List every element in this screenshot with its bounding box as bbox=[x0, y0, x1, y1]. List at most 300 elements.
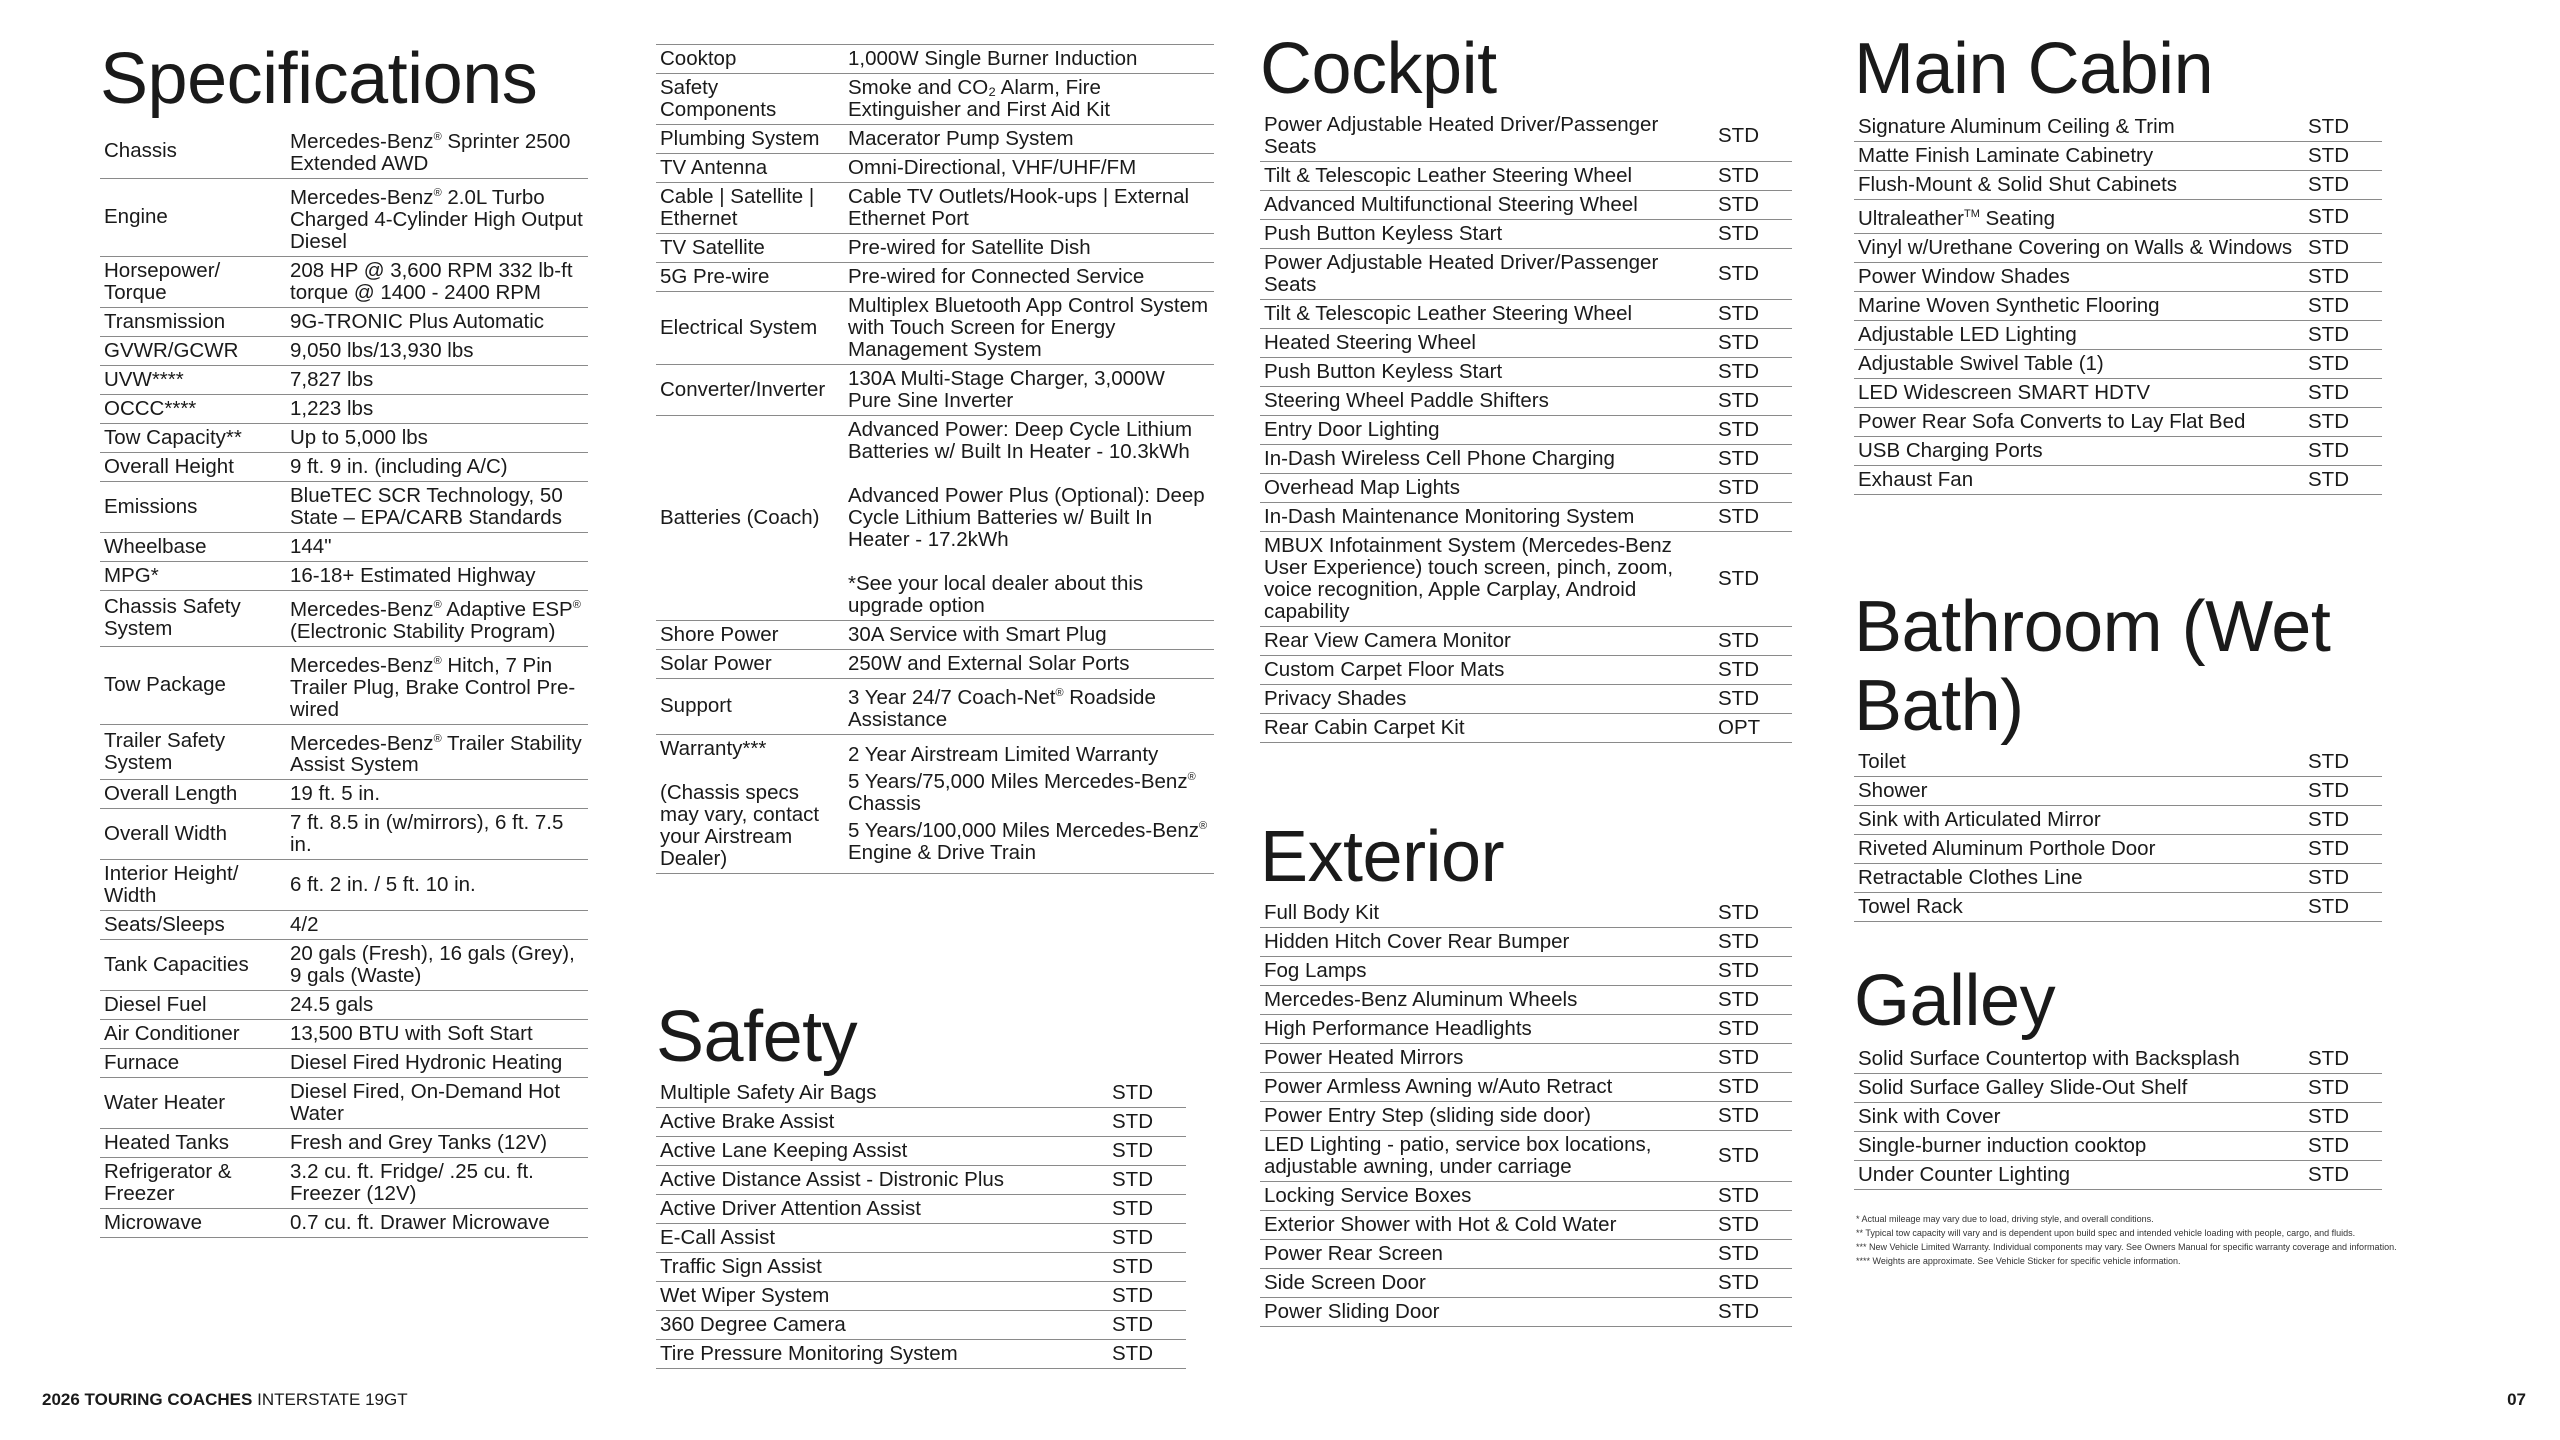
feature-row bbox=[1260, 986, 1792, 1015]
feature-row bbox=[1854, 466, 2382, 495]
spec-row bbox=[100, 561, 588, 590]
spec-row bbox=[100, 256, 588, 307]
feature-row bbox=[1854, 142, 2382, 171]
row-label: 360 Degree Camera bbox=[656, 1311, 1108, 1340]
row-value: Mercedes-Benz® Hitch, 7 Pin Trailer Plug, Brake Control Pre-wired bbox=[286, 646, 588, 724]
row-value: STD bbox=[2304, 1045, 2382, 1074]
row-value: STD bbox=[1714, 656, 1792, 685]
row-label: UVW**** bbox=[100, 365, 286, 394]
section-title: Specifications bbox=[100, 39, 538, 119]
section-title: Galley bbox=[1854, 961, 2056, 1041]
feature-row bbox=[1854, 1132, 2382, 1161]
spec-row bbox=[100, 940, 588, 991]
feature-row bbox=[1260, 1240, 1792, 1269]
row-label: Transmission bbox=[100, 307, 286, 336]
spec-row bbox=[100, 179, 588, 257]
row-value: 24.5 gals bbox=[286, 991, 588, 1020]
spec-row bbox=[100, 394, 588, 423]
row-label: Vinyl w/Urethane Covering on Walls & Windows bbox=[1854, 234, 2304, 263]
feature-row bbox=[1260, 503, 1792, 532]
feature-row bbox=[1260, 358, 1792, 387]
feature-row bbox=[1854, 893, 2382, 922]
spec-row bbox=[100, 336, 588, 365]
feature-row bbox=[1854, 806, 2382, 835]
row-label: Diesel Fuel bbox=[100, 991, 286, 1020]
exterior-table bbox=[1260, 899, 1792, 1327]
row-label: Advanced Multifunctional Steering Wheel bbox=[1260, 191, 1714, 220]
row-label: Power Sliding Door bbox=[1260, 1298, 1714, 1327]
row-label: LED Widescreen SMART HDTV bbox=[1854, 379, 2304, 408]
row-value: 4/2 bbox=[286, 911, 588, 940]
feature-row bbox=[1260, 162, 1792, 191]
feature-row bbox=[1260, 220, 1792, 249]
bathroom-section bbox=[1854, 588, 2494, 922]
row-label: Power Adjustable Heated Driver/Passenger Seats bbox=[1260, 111, 1714, 162]
row-label: Adjustable LED Lighting bbox=[1854, 321, 2304, 350]
spec-row bbox=[656, 679, 1214, 735]
row-value: 9,050 lbs/13,930 lbs bbox=[286, 336, 588, 365]
row-value: STD bbox=[2304, 292, 2382, 321]
row-value: STD bbox=[1108, 1311, 1186, 1340]
spec-row bbox=[100, 780, 588, 809]
row-label: TV Antenna bbox=[656, 154, 844, 183]
row-label: Side Screen Door bbox=[1260, 1269, 1714, 1298]
row-label: Sink with Cover bbox=[1854, 1103, 2304, 1132]
row-value: STD bbox=[1714, 503, 1792, 532]
row-label: Refrigerator & Freezer bbox=[100, 1158, 286, 1209]
row-value: STD bbox=[2304, 1074, 2382, 1103]
row-label: Sink with Articulated Mirror bbox=[1854, 806, 2304, 835]
specifications-continued-section bbox=[656, 44, 1214, 874]
spec-row bbox=[100, 991, 588, 1020]
row-label: Flush-Mount & Solid Shut Cabinets bbox=[1854, 171, 2304, 200]
row-label: Marine Woven Synthetic Flooring bbox=[1854, 292, 2304, 321]
spec-row bbox=[656, 74, 1214, 125]
row-value: Fresh and Grey Tanks (12V) bbox=[286, 1129, 588, 1158]
row-label: Rear Cabin Carpet Kit bbox=[1260, 714, 1714, 743]
exterior-section bbox=[1260, 818, 1792, 1327]
row-label: GVWR/GCWR bbox=[100, 336, 286, 365]
spec-row bbox=[100, 1209, 588, 1238]
spec-row bbox=[100, 724, 588, 780]
feature-row bbox=[656, 1282, 1186, 1311]
row-label: Adjustable Swivel Table (1) bbox=[1854, 350, 2304, 379]
row-value: STD bbox=[2304, 379, 2382, 408]
row-value: Cable TV Outlets/Hook-ups | External Ethernet Port bbox=[844, 183, 1214, 234]
footnotes bbox=[1856, 1212, 2496, 1268]
row-label: Toilet bbox=[1854, 748, 2304, 777]
row-label: Riveted Aluminum Porthole Door bbox=[1854, 835, 2304, 864]
feature-row bbox=[1260, 329, 1792, 358]
spec-row bbox=[100, 365, 588, 394]
row-label: TV Satellite bbox=[656, 234, 844, 263]
row-label: In-Dash Wireless Cell Phone Charging bbox=[1260, 445, 1714, 474]
row-label: Horsepower/ Torque bbox=[100, 256, 286, 307]
row-value: 7,827 lbs bbox=[286, 365, 588, 394]
row-label: Full Body Kit bbox=[1260, 899, 1714, 928]
row-label: Active Driver Attention Assist bbox=[656, 1195, 1108, 1224]
row-value: STD bbox=[2304, 321, 2382, 350]
feature-row bbox=[1260, 474, 1792, 503]
feature-row bbox=[1854, 1161, 2382, 1190]
row-value: STD bbox=[1714, 1269, 1792, 1298]
row-value: STD bbox=[1714, 1211, 1792, 1240]
row-label: Chassis Safety System bbox=[100, 590, 286, 646]
row-label: Ultraleather™ Seating bbox=[1854, 200, 2304, 234]
spec-row bbox=[100, 423, 588, 452]
row-value: Smoke and CO₂ Alarm, Fire Extinguisher and First Aid Kit bbox=[844, 74, 1214, 125]
row-value: STD bbox=[1714, 445, 1792, 474]
row-label: Single-burner induction cooktop bbox=[1854, 1132, 2304, 1161]
row-label: USB Charging Ports bbox=[1854, 437, 2304, 466]
row-label: Air Conditioner bbox=[100, 1020, 286, 1049]
row-value: 1,223 lbs bbox=[286, 394, 588, 423]
feature-row bbox=[1260, 685, 1792, 714]
row-value: STD bbox=[1714, 249, 1792, 300]
spec-row bbox=[100, 481, 588, 532]
row-value: Mercedes-Benz® Adaptive ESP® (Electronic Stability Program) bbox=[286, 590, 588, 646]
row-value: STD bbox=[2304, 437, 2382, 466]
row-value: 9G-TRONIC Plus Automatic bbox=[286, 307, 588, 336]
footnote: * Actual mileage may vary due to load, driving style, and overall conditions. bbox=[1856, 1214, 2154, 1224]
section-title: Exterior bbox=[1260, 817, 1505, 897]
row-label: Matte Finish Laminate Cabinetry bbox=[1854, 142, 2304, 171]
row-value: 0.7 cu. ft. Drawer Microwave bbox=[286, 1209, 588, 1238]
feature-row bbox=[656, 1253, 1186, 1282]
row-label: Heated Tanks bbox=[100, 1129, 286, 1158]
feature-row bbox=[1854, 864, 2382, 893]
row-value: STD bbox=[1714, 474, 1792, 503]
spec-row bbox=[100, 532, 588, 561]
feature-row bbox=[1260, 1298, 1792, 1327]
row-label: MBUX Infotainment System (Mercedes-Benz User Experience) touch screen, pinch, zoom, voice recognition, Apple Carplay, Android capability bbox=[1260, 532, 1714, 627]
row-value: STD bbox=[1108, 1166, 1186, 1195]
row-value: OPT bbox=[1714, 714, 1792, 743]
section-title: Safety bbox=[656, 997, 858, 1077]
row-value: STD bbox=[1714, 1102, 1792, 1131]
footer-brand bbox=[42, 1390, 408, 1410]
row-label: High Performance Headlights bbox=[1260, 1015, 1714, 1044]
row-label: Electrical System bbox=[656, 292, 844, 365]
row-value: STD bbox=[1714, 1044, 1792, 1073]
spec-row bbox=[656, 234, 1214, 263]
row-value: 1,000W Single Burner Induction bbox=[844, 45, 1214, 74]
row-label: Seats/Sleeps bbox=[100, 911, 286, 940]
row-value: STD bbox=[1714, 329, 1792, 358]
cockpit-table bbox=[1260, 111, 1792, 743]
section-title: Bathroom (Wet Bath) bbox=[1854, 587, 2331, 747]
row-value: STD bbox=[1714, 1015, 1792, 1044]
row-value: STD bbox=[2304, 1161, 2382, 1190]
feature-row bbox=[1260, 249, 1792, 300]
row-value: STD bbox=[1714, 358, 1792, 387]
row-label: Batteries (Coach) bbox=[656, 416, 844, 621]
row-label: Power Adjustable Heated Driver/Passenger Seats bbox=[1260, 249, 1714, 300]
row-value: 9 ft. 9 in. (including A/C) bbox=[286, 452, 588, 481]
row-value: Mercedes-Benz® 2.0L Turbo Charged 4-Cylinder High Output Diesel bbox=[286, 179, 588, 257]
feature-row bbox=[1260, 714, 1792, 743]
row-value: STD bbox=[1714, 1298, 1792, 1327]
feature-row bbox=[1260, 957, 1792, 986]
feature-row bbox=[1854, 263, 2382, 292]
feature-row bbox=[656, 1340, 1186, 1369]
row-label: 5G Pre-wire bbox=[656, 263, 844, 292]
row-label: Tow Capacity** bbox=[100, 423, 286, 452]
spec-row bbox=[656, 154, 1214, 183]
row-value: 2 Year Airstream Limited Warranty 5 Years/75,000 Miles Mercedes-Benz® Chassis 5 Years/100,000 Miles Mercedes-Benz® Engine & Drive Train bbox=[844, 734, 1214, 873]
row-value: 30A Service with Smart Plug bbox=[844, 621, 1214, 650]
feature-row bbox=[1854, 748, 2382, 777]
row-label: Exterior Shower with Hot & Cold Water bbox=[1260, 1211, 1714, 1240]
feature-row bbox=[1260, 928, 1792, 957]
feature-row bbox=[1260, 899, 1792, 928]
galley-section bbox=[1854, 962, 2382, 1190]
row-value: STD bbox=[1714, 416, 1792, 445]
row-value: Pre-wired for Connected Service bbox=[844, 263, 1214, 292]
spec-row bbox=[100, 809, 588, 860]
feature-row bbox=[1854, 777, 2382, 806]
row-value: STD bbox=[1108, 1108, 1186, 1137]
specifications-table bbox=[100, 123, 588, 1238]
feature-row bbox=[1854, 171, 2382, 200]
row-value: STD bbox=[2304, 466, 2382, 495]
row-value: STD bbox=[1714, 957, 1792, 986]
spec-row bbox=[656, 365, 1214, 416]
feature-row bbox=[1854, 200, 2382, 234]
row-label: Under Counter Lighting bbox=[1854, 1161, 2304, 1190]
row-label: Rear View Camera Monitor bbox=[1260, 627, 1714, 656]
row-label: Mercedes-Benz Aluminum Wheels bbox=[1260, 986, 1714, 1015]
row-value: STD bbox=[2304, 748, 2382, 777]
row-label: Exhaust Fan bbox=[1854, 466, 2304, 495]
row-label: Privacy Shades bbox=[1260, 685, 1714, 714]
row-label: Overhead Map Lights bbox=[1260, 474, 1714, 503]
feature-row bbox=[1260, 1211, 1792, 1240]
feature-row bbox=[1854, 350, 2382, 379]
row-value: STD bbox=[1108, 1224, 1186, 1253]
row-label: Push Button Keyless Start bbox=[1260, 358, 1714, 387]
row-label: Power Rear Sofa Converts to Lay Flat Bed bbox=[1854, 408, 2304, 437]
section-title: Cockpit bbox=[1260, 29, 1497, 109]
spec-row bbox=[100, 1078, 588, 1129]
spec-row bbox=[656, 734, 1214, 873]
footer-model: INTERSTATE 19GT bbox=[257, 1390, 408, 1409]
spec-row bbox=[656, 263, 1214, 292]
row-value: Omni-Directional, VHF/UHF/FM bbox=[844, 154, 1214, 183]
main-cabin-section bbox=[1854, 30, 2382, 495]
row-value: 208 HP @ 3,600 RPM 332 lb-ft torque @ 1400 - 2400 RPM bbox=[286, 256, 588, 307]
row-label: Solid Surface Countertop with Backsplash bbox=[1854, 1045, 2304, 1074]
row-label: Power Window Shades bbox=[1854, 263, 2304, 292]
row-label: Overall Length bbox=[100, 780, 286, 809]
row-value: Multiplex Bluetooth App Control System with Touch Screen for Energy Management System bbox=[844, 292, 1214, 365]
row-value: STD bbox=[2304, 171, 2382, 200]
row-label: Shower bbox=[1854, 777, 2304, 806]
row-value: STD bbox=[1714, 1182, 1792, 1211]
row-label: Tire Pressure Monitoring System bbox=[656, 1340, 1108, 1369]
row-label: In-Dash Maintenance Monitoring System bbox=[1260, 503, 1714, 532]
row-value: STD bbox=[1714, 387, 1792, 416]
row-value: STD bbox=[1714, 627, 1792, 656]
row-value: STD bbox=[1714, 1240, 1792, 1269]
row-value: BlueTEC SCR Technology, 50 State – EPA/CARB Standards bbox=[286, 481, 588, 532]
row-label: Custom Carpet Floor Mats bbox=[1260, 656, 1714, 685]
row-value: Macerator Pump System bbox=[844, 125, 1214, 154]
row-label: Safety Components bbox=[656, 74, 844, 125]
row-value: 16-18+ Estimated Highway bbox=[286, 561, 588, 590]
row-label: Push Button Keyless Start bbox=[1260, 220, 1714, 249]
row-value: 130A Multi-Stage Charger, 3,000W Pure Sine Inverter bbox=[844, 365, 1214, 416]
row-label: Trailer Safety System bbox=[100, 724, 286, 780]
row-value: STD bbox=[1714, 220, 1792, 249]
row-value: Mercedes-Benz® Sprinter 2500 Extended AWD bbox=[286, 123, 588, 178]
row-label: Active Distance Assist - Distronic Plus bbox=[656, 1166, 1108, 1195]
footnote: *** New Vehicle Limited Warranty. Individual components may vary. See Owners Manual for specific warranty coverage and information. bbox=[1856, 1242, 2397, 1252]
row-value: Up to 5,000 lbs bbox=[286, 423, 588, 452]
row-value: Diesel Fired, On-Demand Hot Water bbox=[286, 1078, 588, 1129]
feature-row bbox=[1260, 1131, 1792, 1182]
row-value: Pre-wired for Satellite Dish bbox=[844, 234, 1214, 263]
row-label: Water Heater bbox=[100, 1078, 286, 1129]
row-label: Wheelbase bbox=[100, 532, 286, 561]
feature-row bbox=[1854, 113, 2382, 142]
row-value: 3.2 cu. ft. Fridge/ .25 cu. ft. Freezer (12V) bbox=[286, 1158, 588, 1209]
row-label: E-Call Assist bbox=[656, 1224, 1108, 1253]
footer-brand-bold: 2026 TOURING COACHES bbox=[42, 1390, 253, 1409]
row-label: Tank Capacities bbox=[100, 940, 286, 991]
row-value: STD bbox=[2304, 835, 2382, 864]
row-value: STD bbox=[2304, 1103, 2382, 1132]
row-value: STD bbox=[1108, 1253, 1186, 1282]
specifications-section bbox=[100, 40, 588, 1238]
feature-row bbox=[1260, 300, 1792, 329]
row-value: STD bbox=[1714, 986, 1792, 1015]
spec-row bbox=[100, 1049, 588, 1078]
feature-row bbox=[656, 1166, 1186, 1195]
row-label: Heated Steering Wheel bbox=[1260, 329, 1714, 358]
spec-row bbox=[656, 416, 1214, 621]
spec-row bbox=[656, 183, 1214, 234]
bathroom-table bbox=[1854, 748, 2382, 922]
feature-row bbox=[1854, 321, 2382, 350]
feature-row bbox=[1854, 835, 2382, 864]
row-value: 250W and External Solar Ports bbox=[844, 650, 1214, 679]
row-value: STD bbox=[2304, 200, 2382, 234]
row-label: Overall Width bbox=[100, 809, 286, 860]
feature-row bbox=[656, 1311, 1186, 1340]
row-value: STD bbox=[1108, 1137, 1186, 1166]
row-label: Interior Height/ Width bbox=[100, 860, 286, 911]
feature-row bbox=[1260, 532, 1792, 627]
row-value: STD bbox=[1108, 1340, 1186, 1369]
row-label: Multiple Safety Air Bags bbox=[656, 1079, 1108, 1108]
spec-row bbox=[100, 860, 588, 911]
specifications-continued-table bbox=[656, 44, 1214, 874]
feature-row bbox=[1854, 1103, 2382, 1132]
row-label: Power Heated Mirrors bbox=[1260, 1044, 1714, 1073]
section-title: Main Cabin bbox=[1854, 29, 2214, 109]
feature-row bbox=[1260, 627, 1792, 656]
row-value: STD bbox=[1714, 191, 1792, 220]
feature-row bbox=[1854, 292, 2382, 321]
row-label: Cable | Satellite | Ethernet bbox=[656, 183, 844, 234]
row-label: Signature Aluminum Ceiling & Trim bbox=[1854, 113, 2304, 142]
feature-row bbox=[1260, 416, 1792, 445]
row-value: STD bbox=[1108, 1195, 1186, 1224]
row-label: Converter/Inverter bbox=[656, 365, 844, 416]
feature-row bbox=[1260, 1102, 1792, 1131]
row-value: STD bbox=[1714, 532, 1792, 627]
row-value: STD bbox=[1714, 162, 1792, 191]
row-value: 3 Year 24/7 Coach-Net® Roadside Assistance bbox=[844, 679, 1214, 735]
row-label: Hidden Hitch Cover Rear Bumper bbox=[1260, 928, 1714, 957]
row-label: Entry Door Lighting bbox=[1260, 416, 1714, 445]
row-value: STD bbox=[1714, 685, 1792, 714]
row-label: Steering Wheel Paddle Shifters bbox=[1260, 387, 1714, 416]
safety-table bbox=[656, 1079, 1186, 1369]
row-label: Shore Power bbox=[656, 621, 844, 650]
row-label: Overall Height bbox=[100, 452, 286, 481]
row-label: Tilt & Telescopic Leather Steering Wheel bbox=[1260, 162, 1714, 191]
row-label: Wet Wiper System bbox=[656, 1282, 1108, 1311]
row-label: Cooktop bbox=[656, 45, 844, 74]
row-label: Plumbing System bbox=[656, 125, 844, 154]
feature-row bbox=[1260, 1182, 1792, 1211]
row-value: STD bbox=[1714, 928, 1792, 957]
spec-row bbox=[100, 452, 588, 481]
spec-row bbox=[100, 911, 588, 940]
feature-row bbox=[1854, 1074, 2382, 1103]
galley-table bbox=[1854, 1045, 2382, 1190]
row-label: Support bbox=[656, 679, 844, 735]
feature-row bbox=[1260, 1015, 1792, 1044]
row-value: STD bbox=[2304, 777, 2382, 806]
row-value: STD bbox=[1108, 1079, 1186, 1108]
row-label: Engine bbox=[100, 179, 286, 257]
row-value: Advanced Power: Deep Cycle Lithium Batteries w/ Built In Heater - 10.3kWh Advanced Power Plus (Optional): Deep Cycle Lithium Batteries w/ Built In Heater - 17.2kWh *See your local dealer about this upgrade option bbox=[844, 416, 1214, 621]
row-label: Locking Service Boxes bbox=[1260, 1182, 1714, 1211]
row-label: Fog Lamps bbox=[1260, 957, 1714, 986]
row-value: STD bbox=[2304, 263, 2382, 292]
row-value: STD bbox=[2304, 113, 2382, 142]
row-label: Emissions bbox=[100, 481, 286, 532]
row-label: Power Rear Screen bbox=[1260, 1240, 1714, 1269]
row-label: Tilt & Telescopic Leather Steering Wheel bbox=[1260, 300, 1714, 329]
spec-row bbox=[100, 123, 588, 178]
row-value: Mercedes-Benz® Trailer Stability Assist System bbox=[286, 724, 588, 780]
row-value: STD bbox=[2304, 893, 2382, 922]
row-value: STD bbox=[2304, 806, 2382, 835]
row-value: STD bbox=[2304, 142, 2382, 171]
row-label: Retractable Clothes Line bbox=[1854, 864, 2304, 893]
row-label: Power Entry Step (sliding side door) bbox=[1260, 1102, 1714, 1131]
feature-row bbox=[1854, 437, 2382, 466]
row-value: STD bbox=[2304, 1132, 2382, 1161]
main-cabin-table bbox=[1854, 113, 2382, 495]
safety-section bbox=[656, 998, 1186, 1369]
row-value: STD bbox=[2304, 350, 2382, 379]
spec-row bbox=[656, 292, 1214, 365]
cockpit-section bbox=[1260, 30, 1792, 743]
spec-row bbox=[100, 1020, 588, 1049]
row-label: Active Brake Assist bbox=[656, 1108, 1108, 1137]
row-label: Tow Package bbox=[100, 646, 286, 724]
row-label: Microwave bbox=[100, 1209, 286, 1238]
spec-row bbox=[656, 621, 1214, 650]
spec-row bbox=[100, 1158, 588, 1209]
feature-row bbox=[1854, 379, 2382, 408]
feature-row bbox=[1260, 191, 1792, 220]
